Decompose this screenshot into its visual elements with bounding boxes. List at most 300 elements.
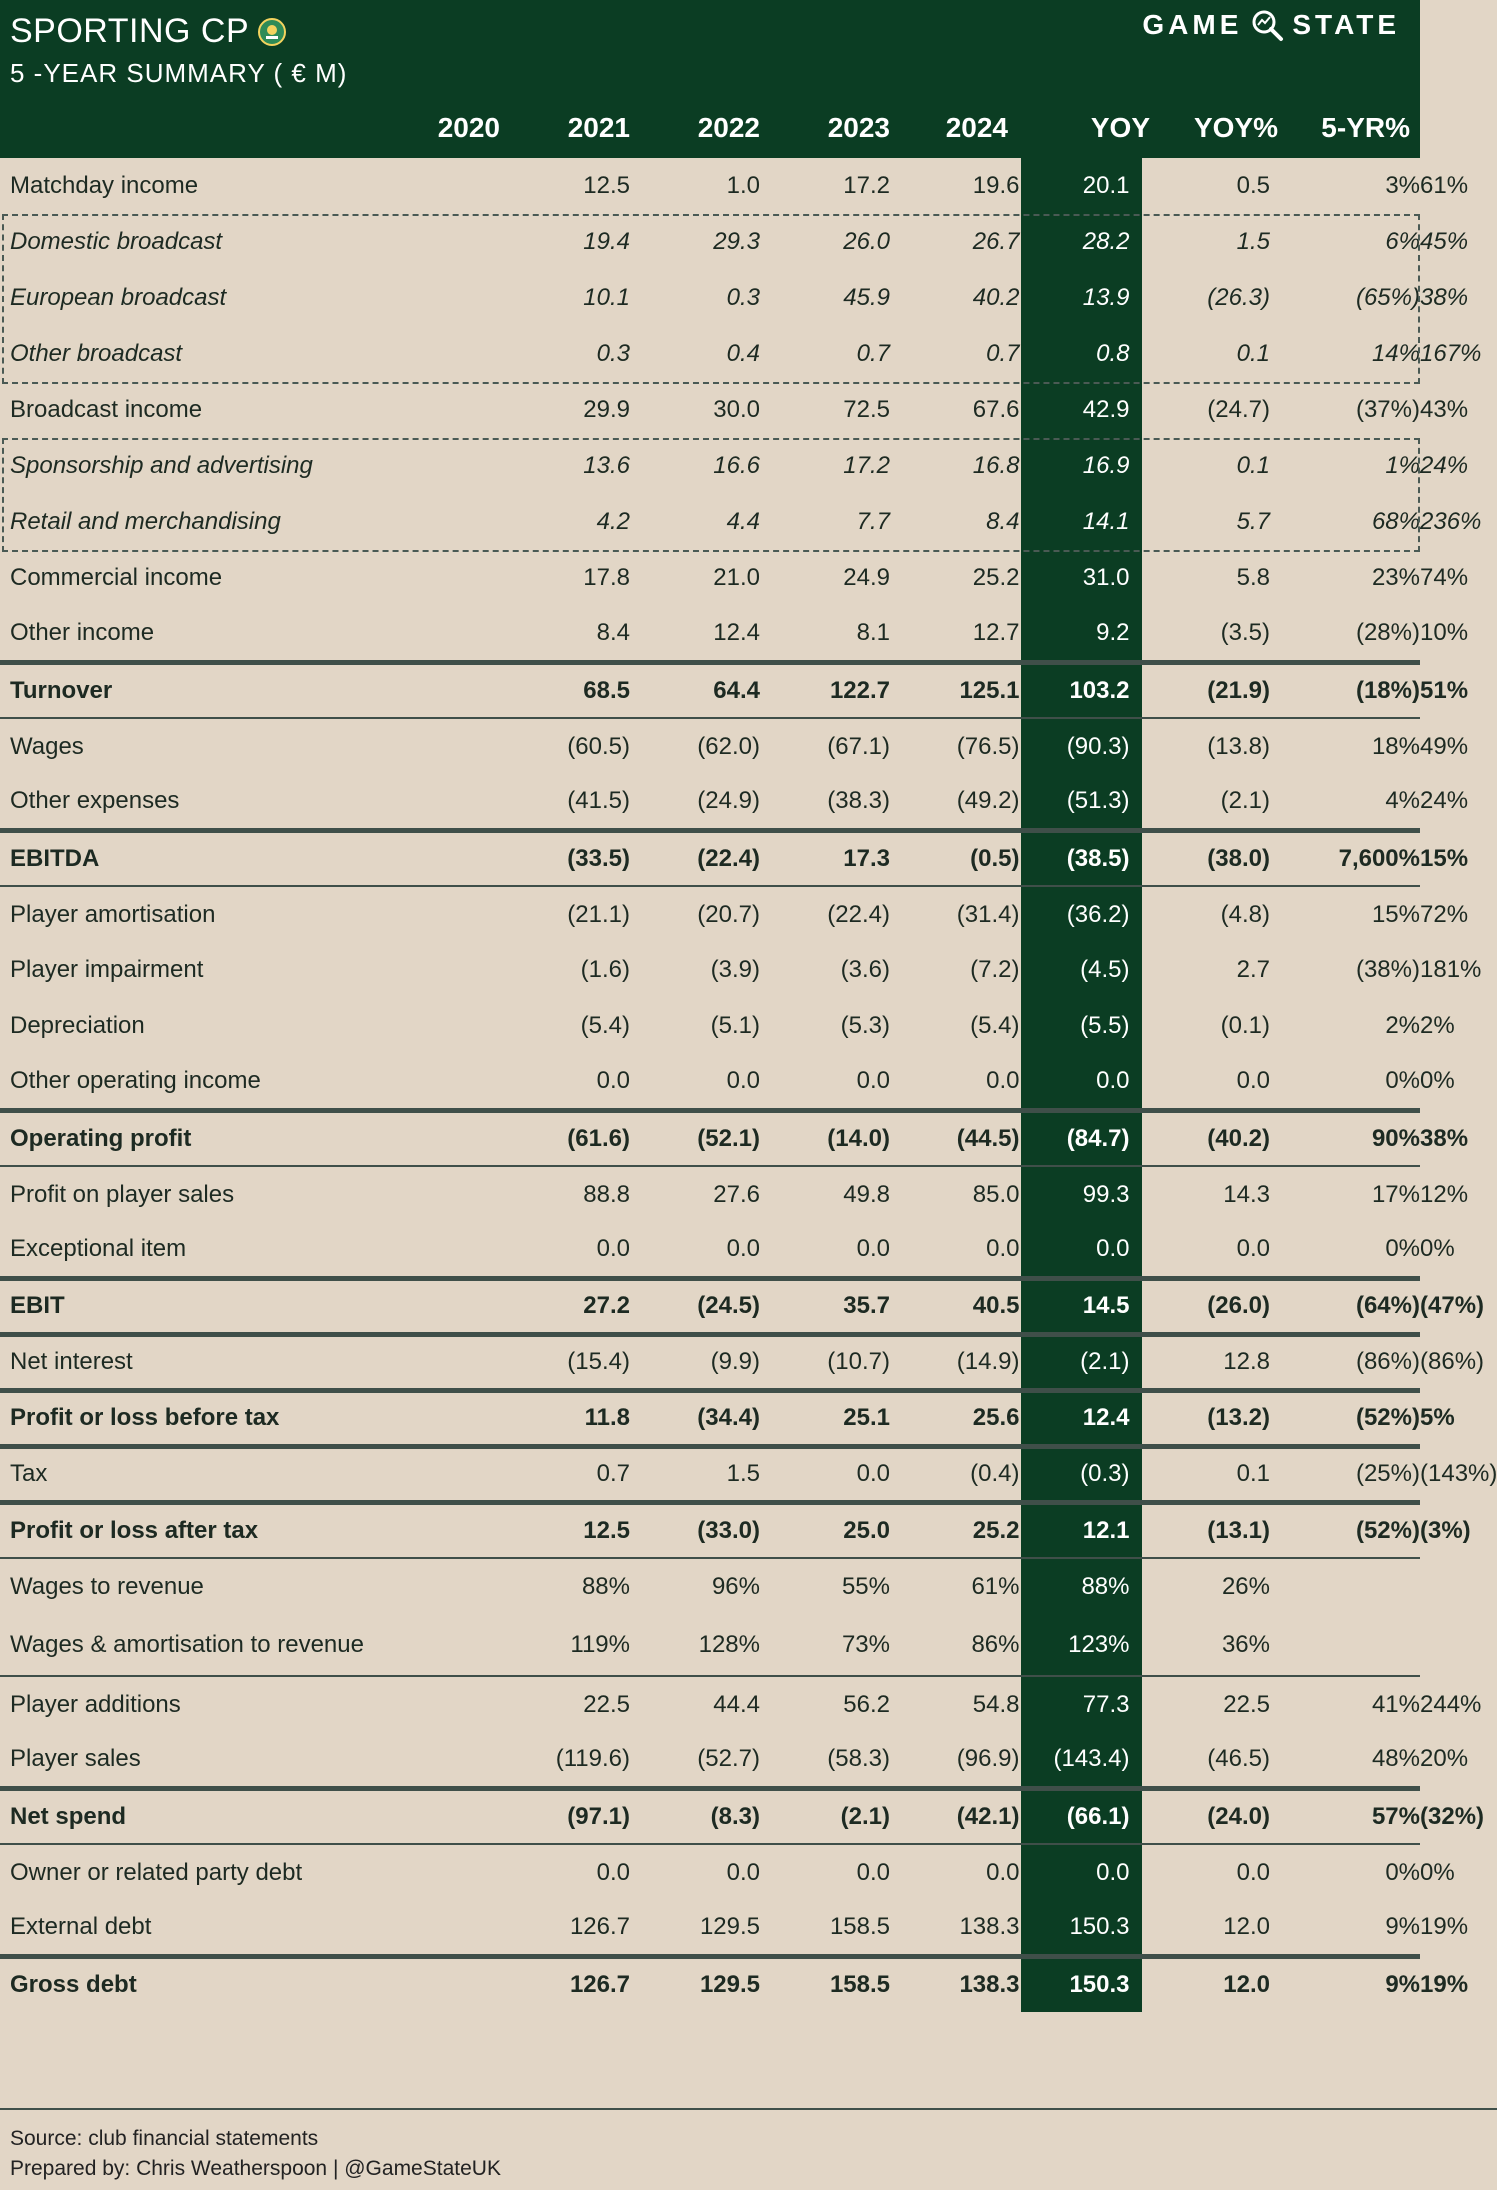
cell-yoy: 36% [1221, 1630, 1270, 1658]
row-label: Other expenses [10, 786, 180, 814]
cell-2023: 85.0 [890, 1166, 1020, 1222]
magnifier-chart-icon [1250, 8, 1284, 42]
cell-2022: 0.0 [856, 1234, 890, 1262]
cell-2024: 0.0 [1020, 1054, 1142, 1110]
row-label: Player amortisation [0, 886, 500, 942]
cell-2022: 24.9 [843, 564, 890, 591]
cell-2024: (90.3) [1020, 718, 1142, 774]
cell-2022: (10.7) [760, 1334, 890, 1390]
cell-yoy: (26.3) [1207, 284, 1270, 311]
page-subtitle: 5 -YEAR SUMMARY ( € M) [10, 58, 348, 88]
cell-yoy: (13.2) [1142, 1390, 1270, 1446]
table-row: Gross debt 126.7 129.5 158.5 138.3 150.3 12.0 9% 19% [0, 1956, 1420, 2012]
cell-2021: 128% [698, 1630, 760, 1658]
row-label: Turnover [0, 662, 500, 718]
cell-2020: 10.1 [583, 284, 630, 311]
column-headers [0, 108, 1420, 158]
cell-2022: 7.7 [856, 508, 890, 535]
cell-2024: 14.1 [1020, 494, 1142, 550]
cell-2022: 25.1 [760, 1390, 890, 1446]
cell-yoy: 12.0 [1223, 1912, 1270, 1940]
row-label: Net spend [0, 1788, 500, 1844]
cell-yoy: 3% [1385, 172, 1420, 199]
cell-2020: 68.5 [500, 662, 630, 718]
table-row: Profit on player sales 88.8 27.6 49.8 85.0 99.3 14.3 17% 12% [0, 1166, 1420, 1222]
cell-2024: (38.5) [1020, 830, 1142, 886]
table-row: Commercial income 17.8 21.0 24.9 25.2 31.0 5.8 23% 74% [0, 550, 1420, 606]
cell-yoy: (64%) [1270, 1278, 1420, 1334]
cell-2020: 22.5 [500, 1676, 630, 1732]
cell-2021: 44.4 [630, 1676, 760, 1732]
cell-2022: 0.7 [856, 340, 890, 367]
footer-divider [0, 2108, 1497, 2110]
cell-2021: 0.0 [726, 1066, 760, 1094]
table-row: Wages (60.5) (62.0) (67.1) (76.5) (90.3) (13.8) 18% 49% [0, 718, 1420, 774]
cell-2022: 45.9 [843, 284, 890, 311]
cell-yoy: 15% [1270, 886, 1420, 942]
cell-yoy: (38.0) [1142, 830, 1270, 886]
cell-2023: 0.0 [986, 1234, 1020, 1262]
cell-2022: 73% [841, 1630, 890, 1658]
table-row: Depreciation (5.4) (5.1) (5.3) (5.4) (5.5) (0.1) 2% 2% [0, 998, 1420, 1054]
table-row: Net interest (15.4) (9.9) (10.7) (14.9) (2.1) 12.8 (86%) (86%) [0, 1334, 1420, 1390]
cell-2024: (66.1) [1020, 1788, 1142, 1844]
cell-2023: 0.0 [890, 1844, 1020, 1900]
cell-2020: 0.3 [596, 340, 630, 367]
footer [10, 2124, 501, 2184]
cell-yoy: 4% [1385, 786, 1420, 814]
column-header-yoy: YOY% [1193, 112, 1278, 143]
row-label: External debt [10, 1912, 152, 1940]
cell-2021: 30.0 [713, 396, 760, 423]
cell-yoy: 0.0 [1236, 1066, 1270, 1094]
cell-2024: 13.9 [1020, 270, 1142, 326]
cell-2021: 16.6 [713, 452, 760, 479]
cell-2022: 25.0 [760, 1502, 890, 1558]
row-label: Wages [0, 718, 500, 774]
row-label: Broadcast income [10, 396, 203, 423]
cell-2023: 12.7 [972, 618, 1020, 646]
source-note: Source: club financial statements [10, 2127, 319, 2150]
table-row: Other operating income 0.0 0.0 0.0 0.0 0.0 0.0 0% 0% [0, 1054, 1420, 1110]
cell-2020: (97.1) [500, 1788, 630, 1844]
cell-2023: (96.9) [956, 1744, 1020, 1772]
cell-2021: (24.5) [630, 1278, 760, 1334]
cell-2023: 0.0 [986, 1066, 1020, 1094]
cell-yoy: (2.1) [1220, 786, 1270, 814]
lion-crest-icon [257, 17, 287, 47]
row-label: Player impairment [10, 956, 204, 983]
cell-2020: 11.8 [500, 1390, 630, 1446]
table-row: Operating profit (61.6) (52.1) (14.0) (44.5) (84.7) (40.2) 90% 38% [0, 1110, 1420, 1166]
cell-2022: (58.3) [827, 1744, 890, 1772]
table-row: Profit or loss after tax 12.5 (33.0) 25.0 25.2 12.1 (13.1) (52%) (3%) [0, 1502, 1420, 1558]
cell-2021: (3.9) [710, 956, 760, 983]
cell-yoy: 0.1 [1236, 340, 1270, 367]
cell-2021: (8.3) [630, 1788, 760, 1844]
cell-2021: 64.4 [630, 662, 760, 718]
cell-yoy: 68% [1371, 508, 1420, 535]
cell-yoy: 5.8 [1236, 564, 1270, 591]
cell-2022: 0.0 [760, 1844, 890, 1900]
cell-2022: 49.8 [760, 1166, 890, 1222]
cell-2024: 99.3 [1020, 1166, 1142, 1222]
cell-2023: (44.5) [890, 1110, 1020, 1166]
cell-2024: (143.4) [1020, 1732, 1142, 1788]
cell-yoy: 2% [1385, 1012, 1420, 1039]
row-label: Wages to revenue [0, 1558, 500, 1614]
cell-yoy: 1% [1385, 452, 1420, 479]
cell-2020: 13.6 [583, 452, 630, 479]
cell-2021: 0.4 [726, 340, 760, 367]
cell-2022: 158.5 [760, 1956, 890, 2012]
cell-2024: 77.3 [1020, 1676, 1142, 1732]
cell-yoy: (13.8) [1142, 718, 1270, 774]
row-label: EBITDA [0, 830, 500, 886]
cell-yoy: (25%) [1270, 1446, 1420, 1502]
cell-2023: 25.6 [890, 1390, 1020, 1446]
cell-2020: (41.5) [567, 786, 630, 814]
cell-2020: 8.4 [596, 618, 630, 646]
cell-yoy: (3.5) [1220, 618, 1270, 646]
cell-yoy: 9% [1270, 1956, 1420, 2012]
cell-2022: 158.5 [829, 1912, 890, 1940]
cell-2021: (33.0) [630, 1502, 760, 1558]
cell-yoy: 22.5 [1142, 1676, 1270, 1732]
cell-yoy: 0% [1385, 1066, 1420, 1094]
cell-2023: 61% [890, 1558, 1020, 1614]
cell-yoy: 14.3 [1142, 1166, 1270, 1222]
column-header-yoy: YOY [1090, 112, 1150, 143]
cell-2024: 103.2 [1020, 662, 1142, 718]
cell-2024: 0.0 [1020, 1844, 1142, 1900]
cell-yoy: (38%) [1355, 956, 1420, 983]
cell-2020: (15.4) [500, 1334, 630, 1390]
cell-2020: 88.8 [500, 1166, 630, 1222]
cell-2023: 138.3 [959, 1912, 1020, 1940]
row-label: Matchday income [10, 172, 199, 199]
row-label: Gross debt [0, 1956, 500, 2012]
cell-2021: (62.0) [630, 718, 760, 774]
row-label: Net interest [0, 1334, 500, 1390]
cell-2022: 122.7 [760, 662, 890, 718]
cell-yoy: 90% [1270, 1110, 1420, 1166]
cell-yoy: 5.7 [1236, 508, 1270, 535]
cell-2021: (52.7) [697, 1744, 760, 1772]
cell-2021: 96% [630, 1558, 760, 1614]
cell-2020: 12.5 [500, 1502, 630, 1558]
cell-yoy: 41% [1270, 1676, 1420, 1732]
cell-yoy: (40.2) [1142, 1110, 1270, 1166]
credit-note: Prepared by: Chris Weatherspoon | @GameStateUK [10, 2157, 501, 2180]
cell-2024: 28.2 [1020, 214, 1142, 270]
header-banner [0, 0, 1420, 158]
cell-2021: 0.0 [726, 1234, 760, 1262]
column-header-2020: 2020 [437, 112, 500, 143]
cell-2020: (119.6) [555, 1744, 630, 1772]
cell-2023: (0.4) [890, 1446, 1020, 1502]
row-label: Other income [10, 618, 155, 646]
cell-2022: 26.0 [843, 228, 890, 255]
cell-yoy: 0.1 [1236, 452, 1270, 479]
row-label: Wages & amortisation to revenue [10, 1630, 364, 1658]
cell-2021: 0.3 [726, 284, 760, 311]
cell-2024: 12.4 [1020, 1390, 1142, 1446]
cell-2020: 27.2 [500, 1278, 630, 1334]
column-header-5yr: 5-YR% [1321, 112, 1410, 143]
cell-2024: 16.9 [1020, 438, 1142, 494]
column-header-2024: 2024 [945, 112, 1008, 143]
cell-yoy: 1.5 [1236, 228, 1270, 255]
cell-2022: (67.1) [760, 718, 890, 774]
row-label: Player sales [10, 1744, 141, 1772]
cell-yoy: 2.7 [1236, 956, 1270, 983]
table-row: Player amortisation (21.1) (20.7) (22.4) (31.4) (36.2) (4.8) 15% 72% [0, 886, 1420, 942]
cell-2020: 4.2 [596, 508, 630, 535]
table-row: EBIT 27.2 (24.5) 35.7 40.5 14.5 (26.0) (64%) (47%) [0, 1278, 1420, 1334]
cell-yoy: (26.0) [1142, 1278, 1270, 1334]
table-row: Exceptional item 0.0 0.0 0.0 0.0 0.0 0.0 0% 0% [0, 1222, 1420, 1278]
cell-2023: (7.2) [970, 956, 1020, 983]
cell-2022: 8.1 [856, 618, 890, 646]
table-row: Profit or loss before tax 11.8 (34.4) 25.1 25.6 12.4 (13.2) (52%) 5% [0, 1390, 1420, 1446]
cell-2023: (42.1) [890, 1788, 1020, 1844]
cell-2023: (31.4) [890, 886, 1020, 942]
cell-2021: (5.1) [710, 1012, 760, 1039]
cell-2021: 4.4 [726, 508, 760, 535]
cell-yoy: 0.0 [1236, 1234, 1270, 1262]
cell-yoy: (46.5) [1207, 1744, 1270, 1772]
cell-2021: (22.4) [630, 830, 760, 886]
brand-logo [1142, 8, 1400, 42]
cell-2023: 86% [971, 1630, 1020, 1658]
cell-2020: 19.4 [583, 228, 630, 255]
cell-2023: 125.1 [890, 662, 1020, 718]
cell-yoy: (18%) [1270, 662, 1420, 718]
cell-yoy: (24.0) [1142, 1788, 1270, 1844]
cell-2021: 129.5 [699, 1912, 760, 1940]
cell-yoy: 0.1 [1142, 1446, 1270, 1502]
cell-yoy: 0.0 [1142, 1844, 1270, 1900]
cell-2024: 88% [1020, 1558, 1142, 1614]
table-row: Domestic broadcast 19.4 29.3 26.0 26.7 28.2 1.5 6% 45% [0, 214, 1420, 270]
cell-2023: (14.9) [890, 1334, 1020, 1390]
cell-yoy: (28%) [1355, 618, 1420, 646]
cell-2022: (38.3) [827, 786, 890, 814]
cell-yoy: 9% [1385, 1912, 1420, 1940]
cell-yoy: 0% [1385, 1234, 1420, 1262]
cell-2024: 20.1 [1020, 158, 1142, 214]
column-header-2023: 2023 [827, 112, 890, 143]
cell-2022: (22.4) [760, 886, 890, 942]
table-row [0, 1558, 1420, 1614]
cell-2022: 17.3 [760, 830, 890, 886]
cell-2022: (3.6) [840, 956, 890, 983]
cell-2020: 29.9 [583, 396, 630, 423]
row-label: EBIT [0, 1278, 500, 1334]
row-label: Owner or related party debt [0, 1844, 500, 1900]
cell-2021: 21.0 [713, 564, 760, 591]
cell-2024: 150.3 [1020, 1956, 1142, 2012]
cell-2021: 0.0 [630, 1844, 760, 1900]
cell-yoy: (24.7) [1207, 396, 1270, 423]
cell-yoy [1270, 1614, 1420, 1676]
cell-2023: (5.4) [970, 1012, 1020, 1039]
cell-yoy: 0.5 [1236, 172, 1270, 199]
brand-word-left: GAME [1142, 9, 1243, 40]
cell-2024: 12.1 [1020, 1502, 1142, 1558]
cell-yoy: (65%) [1355, 284, 1420, 311]
row-label: Operating profit [0, 1110, 500, 1166]
table-row: Player sales (119.6) (52.7) (58.3) (96.9) (143.4) (46.5) 48% 20% [0, 1732, 1420, 1788]
cell-yoy: (37%) [1355, 396, 1420, 423]
table-row: Other expenses (41.5) (24.9) (38.3) (49.2) (51.3) (2.1) 4% 24% [0, 774, 1420, 830]
cell-2023: (76.5) [890, 718, 1020, 774]
cell-2022: 35.7 [760, 1278, 890, 1334]
table-row: Owner or related party debt 0.0 0.0 0.0 0.0 0.0 0.0 0% 0% [0, 1844, 1420, 1900]
cell-2024: (4.5) [1020, 942, 1142, 998]
table-row: European broadcast 10.1 0.3 45.9 40.2 13.9 (26.3) (65%) 38% [0, 270, 1420, 326]
cell-2023: 40.5 [890, 1278, 1020, 1334]
row-label: Depreciation [10, 1012, 145, 1039]
row-label: Sponsorship and advertising [10, 452, 313, 479]
cell-2024: 42.9 [1020, 382, 1142, 438]
cell-2020: 88% [500, 1558, 630, 1614]
cell-2020: 17.8 [583, 564, 630, 591]
cell-2024: (51.3) [1020, 774, 1142, 830]
cell-2024: 9.2 [1020, 606, 1142, 662]
cell-yoy: 23% [1371, 564, 1420, 591]
cell-2021: 1.5 [630, 1446, 760, 1502]
column-header-2021: 2021 [567, 112, 630, 143]
cell-yoy: 6% [1385, 228, 1420, 255]
cell-2023: (0.5) [890, 830, 1020, 886]
table-row: EBITDA (33.5) (22.4) 17.3 (0.5) (38.5) (38.0) 7,600% 15% [0, 830, 1420, 886]
table-row: Matchday income 12.5 1.0 17.2 19.6 20.1 0.5 3% 61% [0, 158, 1420, 214]
row-label: Profit or loss before tax [0, 1390, 500, 1446]
cell-2024: 150.3 [1020, 1900, 1142, 1956]
table-row: Tax 0.7 1.5 0.0 (0.4) (0.3) 0.1 (25%) (143%) [0, 1446, 1420, 1502]
brand-word-right: STATE [1292, 9, 1400, 40]
table-row: Other broadcast 0.3 0.4 0.7 0.7 0.8 0.1 14% 167% [0, 326, 1420, 382]
table-row: External debt 126.7 129.5 158.5 138.3 150.3 12.0 9% 19% [0, 1900, 1420, 1956]
cell-2024: (84.7) [1020, 1110, 1142, 1166]
cell-2022: 56.2 [760, 1676, 890, 1732]
cell-2021: 1.0 [726, 172, 760, 199]
cell-2023: 26.7 [972, 228, 1020, 255]
cell-2022: (2.1) [760, 1788, 890, 1844]
cell-yoy: (4.8) [1142, 886, 1270, 942]
cell-2024: (36.2) [1020, 886, 1142, 942]
cell-2021: (52.1) [630, 1110, 760, 1166]
cell-yoy: (0.1) [1220, 1012, 1270, 1039]
cell-2020: (21.1) [500, 886, 630, 942]
cell-2023: 25.2 [972, 564, 1020, 591]
cell-2024: 14.5 [1020, 1278, 1142, 1334]
cell-2020: 0.7 [500, 1446, 630, 1502]
cell-2020: (60.5) [500, 718, 630, 774]
cell-2022: 17.2 [843, 452, 890, 479]
table-row: Net spend (97.1) (8.3) (2.1) (42.1) (66.1) (24.0) 57% (32%) [0, 1788, 1420, 1844]
cell-2021: (24.9) [697, 786, 760, 814]
row-label: Retail and merchandising [10, 508, 281, 535]
cell-2024: 123% [1020, 1614, 1142, 1676]
cell-2020: 0.0 [500, 1844, 630, 1900]
cell-yoy: 17% [1270, 1166, 1420, 1222]
cell-2021: 129.5 [630, 1956, 760, 2012]
cell-yoy: 14% [1371, 340, 1420, 367]
cell-2023: 138.3 [890, 1956, 1020, 2012]
row-label: Player additions [0, 1676, 500, 1732]
table-row: Retail and merchandising 4.2 4.4 7.7 8.4 14.1 5.7 68% 236% [0, 494, 1420, 550]
cell-2023: 54.8 [890, 1676, 1020, 1732]
cell-2023: 8.4 [986, 508, 1020, 535]
cell-2022: 72.5 [843, 396, 890, 423]
row-label: Tax [0, 1446, 500, 1502]
cell-yoy: 26% [1142, 1558, 1270, 1614]
financial-summary-table [0, 158, 1497, 2012]
cell-2024: (2.1) [1020, 1334, 1142, 1390]
table-row: Broadcast income 29.9 30.0 72.5 67.6 42.9 (24.7) (37%) 43% [0, 382, 1420, 438]
cell-2020: (61.6) [500, 1110, 630, 1166]
cell-yoy: 12.0 [1142, 1956, 1270, 2012]
cell-yoy: 7,600% [1270, 830, 1420, 886]
cell-2024: 0.8 [1020, 326, 1142, 382]
row-label: Other operating income [10, 1066, 261, 1094]
row-label: European broadcast [10, 284, 227, 311]
table-row: Turnover 68.5 64.4 122.7 125.1 103.2 (21.9) (18%) 51% [0, 662, 1420, 718]
row-label: Profit on player sales [0, 1166, 500, 1222]
table-row [0, 1614, 1420, 1676]
cell-2020: (5.4) [580, 1012, 630, 1039]
cell-2020: 119% [570, 1630, 630, 1658]
cell-2022: 55% [760, 1558, 890, 1614]
row-label: Other broadcast [10, 340, 183, 367]
row-label: Commercial income [10, 564, 223, 591]
row-label: Profit or loss after tax [0, 1502, 500, 1558]
cell-2021: 27.6 [630, 1166, 760, 1222]
cell-2022: (5.3) [840, 1012, 890, 1039]
cell-yoy: 12.8 [1142, 1334, 1270, 1390]
cell-2024: (0.3) [1020, 1446, 1142, 1502]
row-label: Exceptional item [10, 1234, 187, 1262]
cell-yoy: (86%) [1270, 1334, 1420, 1390]
cell-2020: (1.6) [580, 956, 630, 983]
cell-2023: (49.2) [956, 786, 1020, 814]
cell-2022: 17.2 [843, 172, 890, 199]
page-title [10, 12, 287, 51]
cell-2023: 67.6 [972, 396, 1020, 423]
table-row: Player impairment (1.6) (3.9) (3.6) (7.2) (4.5) 2.7 (38%) 181% [0, 942, 1420, 998]
cell-2024: 31.0 [1020, 550, 1142, 606]
row-label: Domestic broadcast [10, 228, 223, 255]
cell-yoy: (21.9) [1142, 662, 1270, 718]
cell-2020: 0.0 [596, 1234, 630, 1262]
table-row: Player additions 22.5 44.4 56.2 54.8 77.3 22.5 41% 244% [0, 1676, 1420, 1732]
cell-yoy: 0% [1270, 1844, 1420, 1900]
cell-yoy: 57% [1270, 1788, 1420, 1844]
cell-2021: (34.4) [630, 1390, 760, 1446]
cell-2021: (20.7) [630, 886, 760, 942]
cell-2020: 0.0 [596, 1066, 630, 1094]
cell-yoy: (52%) [1270, 1502, 1420, 1558]
cell-2022: 0.0 [760, 1446, 890, 1502]
cell-2023: 25.2 [890, 1502, 1020, 1558]
cell-2023: 0.7 [986, 340, 1020, 367]
cell-2021: (9.9) [630, 1334, 760, 1390]
column-header-2022: 2022 [697, 112, 760, 143]
cell-2022: 0.0 [856, 1066, 890, 1094]
